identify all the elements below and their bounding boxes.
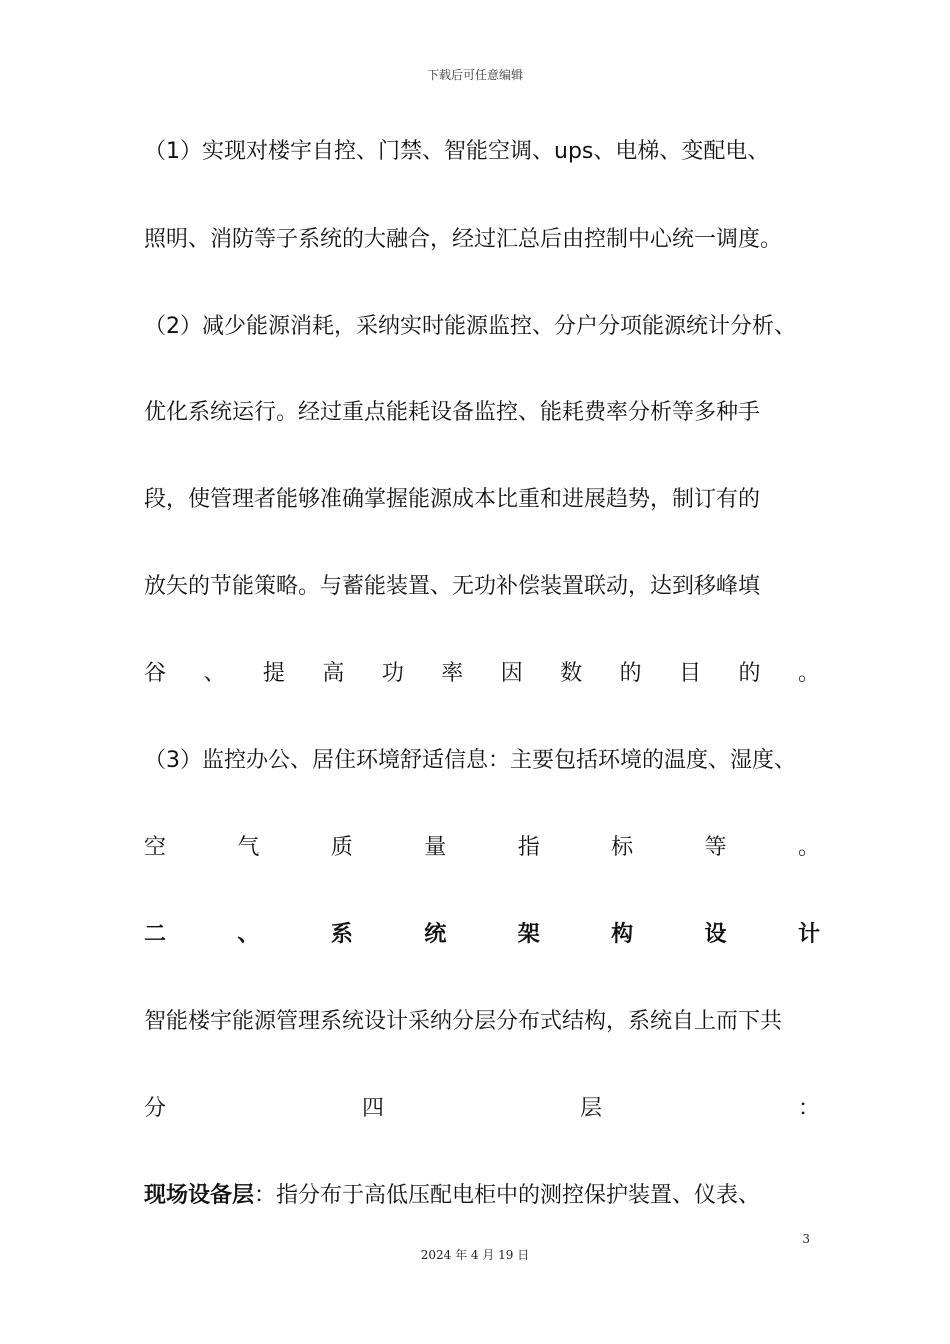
- heading-char: 构: [611, 922, 634, 947]
- justified-char: 提: [262, 661, 285, 686]
- justified-char: 目: [679, 661, 702, 686]
- paragraph-3-line-2: [144, 833, 820, 863]
- justified-char: 空: [144, 835, 167, 860]
- paragraph-2-line-5: [144, 659, 820, 689]
- justified-char: 率: [441, 661, 464, 686]
- field-layer-colon: ：: [254, 1183, 277, 1208]
- justified-char: 气: [237, 835, 260, 860]
- page-header: 下载后可任意编辑: [426, 68, 523, 82]
- justified-char: 的: [738, 661, 761, 686]
- body-line-1: 智能楼宇能源管理系统设计采纳分层分布式结构，系统自上而下共: [144, 1009, 783, 1034]
- heading-char: 架: [517, 922, 540, 947]
- justified-char: 。: [797, 661, 820, 686]
- justified-char: 质: [330, 835, 353, 860]
- heading-char: 、: [237, 922, 260, 947]
- justified-char: 分: [144, 1096, 167, 1121]
- heading-char: 二: [144, 922, 167, 947]
- field-layer-line: [144, 1181, 820, 1211]
- justified-char: 、: [203, 661, 226, 686]
- paragraph-3-line-1: （3）监控办公、居住环境舒适信息：主要包括环境的温度、湿度、: [144, 748, 796, 773]
- justified-char: 数: [560, 661, 583, 686]
- justified-char: 高: [322, 661, 345, 686]
- justified-char: 谷: [144, 661, 167, 686]
- paragraph-1-line-1: （1）实现对楼宇自控、门禁、智能空调、ups、电梯、变配电、: [144, 139, 770, 164]
- justified-char: 标: [611, 835, 634, 860]
- heading-char: 计: [797, 922, 820, 947]
- justified-char: 量: [424, 835, 447, 860]
- justified-char: ：: [797, 1096, 820, 1121]
- heading-char: 系: [330, 922, 353, 947]
- justified-char: 层: [579, 1096, 602, 1121]
- paragraph-1-line-2: 照明、消防等子系统的大融合，经过汇总后由控制中心统一调度。: [144, 227, 783, 252]
- heading-char: 设: [704, 922, 727, 947]
- page-number: 3: [802, 1232, 810, 1246]
- justified-char: 指: [517, 835, 540, 860]
- justified-char: 因: [500, 661, 523, 686]
- field-layer-text: 指分布于高低压配电柜中的测控保护装置、仪表、: [276, 1183, 761, 1208]
- justified-char: 等: [704, 835, 727, 860]
- page-footer-date: 2024 年 4 月 19 日: [420, 1248, 530, 1262]
- justified-char: 四: [361, 1096, 384, 1121]
- paragraph-2-line-4: 放矢的节能策略。与蓄能装置、无功补偿装置联动，达到移峰填: [144, 574, 761, 599]
- justified-char: 。: [797, 835, 820, 860]
- section-heading: [144, 920, 820, 950]
- paragraph-2-line-1: （2）减少能源消耗，采纳实时能源监控、分户分项能源统计分析、: [144, 314, 796, 339]
- body-line-2: [144, 1094, 820, 1124]
- justified-char: 的: [619, 661, 642, 686]
- paragraph-2-line-2: 优化系统运行。经过重点能耗设备监控、能耗费率分析等多种手: [144, 400, 761, 425]
- justified-char: 功: [381, 661, 404, 686]
- heading-char: 统: [424, 922, 447, 947]
- paragraph-2-line-3: 段，使管理者能够准确掌握能源成本比重和进展趋势，制订有的: [144, 487, 761, 512]
- field-layer-label: 现场设备层: [144, 1183, 255, 1208]
